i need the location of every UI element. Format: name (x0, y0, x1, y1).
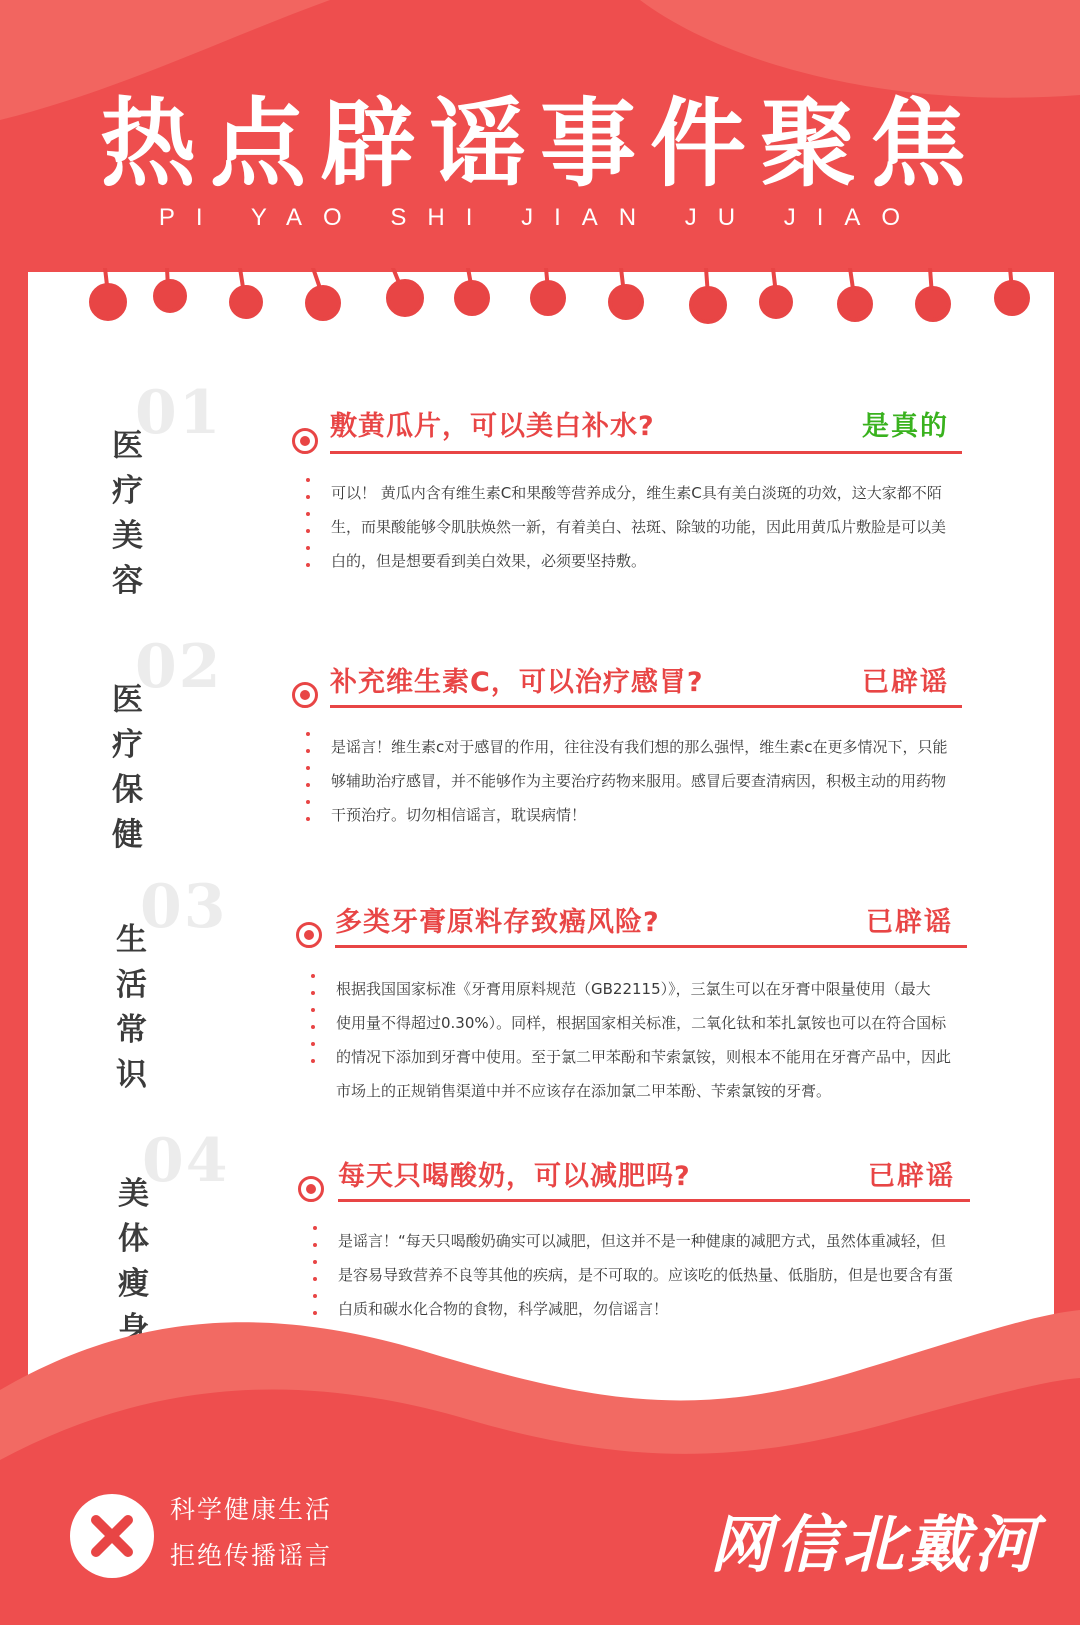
body-line: 的情况下添加到牙膏中使用。至于氯二甲苯酚和苄索氯铵，则根本不能用在牙膏产品中，因此 (336, 1048, 952, 1066)
target-icon (292, 428, 318, 454)
section-underline (335, 945, 967, 948)
body-line: 白质和碳水化合物的食物，科学减肥，勿信谣言！ (338, 1300, 669, 1318)
body-line: 是谣言！“每天只喝酸奶确实可以减肥，但这并不是一种健康的减肥方式，虽然体重减轻，但 (338, 1232, 946, 1250)
dotted-marker (311, 974, 315, 1076)
section-category: 医疗美容 (112, 428, 146, 599)
page-subtitle: PI YAO SHI JIAN JU JIAO (158, 204, 922, 231)
page-title: 热点辟谣事件聚焦 (100, 88, 980, 200)
section-underline (338, 1199, 970, 1202)
body-line: 市场上的正规销售渠道中并不应该存在添加氯二甲苯酚、苄索氯铵的牙膏。 (336, 1082, 832, 1100)
target-icon (296, 922, 322, 948)
dotted-marker (306, 732, 310, 834)
section-verdict: 是真的 (862, 411, 949, 442)
body-line: 够辅助治疗感冒，并不能够作为主要治疗药物来服用。感冒后要查清病因，积极主动的用药物 (331, 772, 947, 790)
section-question: 敷黄瓜片，可以美白补水? (330, 411, 655, 442)
binder-rings (0, 268, 1080, 338)
body-line: 使用量不得超过0.30%）。同样，根据国家相关标准，二氧化钛和苯扎氯铵也可以在符合国标 (336, 1014, 947, 1032)
close-icon (70, 1494, 154, 1578)
section-number: 04 (142, 1126, 230, 1196)
footer-slogan-1: 科学健康生活 (170, 1495, 333, 1524)
section-verdict: 已辟谣 (862, 667, 949, 698)
section-body (336, 972, 986, 1108)
section-body (331, 730, 981, 832)
section-number: 01 (135, 378, 223, 448)
section-category: 美体瘦身 (118, 1176, 152, 1347)
brand-logo-text: 网信北戴河 (710, 1508, 1041, 1581)
target-icon (298, 1176, 324, 1202)
body-line: 是谣言！维生素c对于感冒的作用，往往没有我们想的那么强悍，维生素c在更多情况下，只能 (331, 738, 948, 756)
section-category: 医疗保健 (112, 682, 146, 853)
body-line: 是容易导致营养不良等其他的疾病，是不可取的。应该吃的低热量、低脂肪，但是也要含有蛋 (338, 1266, 954, 1284)
section-question: 多类牙膏原料存致癌风险? (335, 907, 660, 938)
section-verdict: 已辟谣 (868, 1161, 955, 1192)
section-underline (330, 705, 962, 708)
body-line: 白的，但是想要看到美白效果，必须要坚持敷。 (331, 552, 647, 570)
section-number: 03 (140, 872, 228, 942)
section-question: 补充维生素C，可以治疗感冒? (330, 667, 704, 698)
section-verdict: 已辟谣 (866, 907, 953, 938)
section-question: 每天只喝酸奶，可以减肥吗? (338, 1161, 691, 1192)
section-body (331, 476, 981, 578)
body-line: 根据我国国家标准《牙膏用原料规范（GB22115）》，三氯生可以在牙膏中限量使用（最大 (336, 980, 931, 998)
body-line: 可以！ 黄瓜内含有维生素C和果酸等营养成分，维生素C具有美白淡斑的功效，这大家都不陌 (331, 484, 942, 502)
section-category: 生活常识 (116, 922, 150, 1093)
section-number: 02 (135, 632, 223, 702)
footer-slogan-2: 拒绝传播谣言 (170, 1541, 333, 1570)
section-underline (330, 451, 962, 454)
target-icon (292, 682, 318, 708)
body-line: 生，而果酸能够令肌肤焕然一新，有着美白、祛斑、除皱的功能，因此用黄瓜片敷脸是可以美 (331, 518, 947, 536)
dotted-marker (306, 478, 310, 580)
body-line: 干预治疗。切勿相信谣言，耽误病情！ (331, 806, 587, 824)
